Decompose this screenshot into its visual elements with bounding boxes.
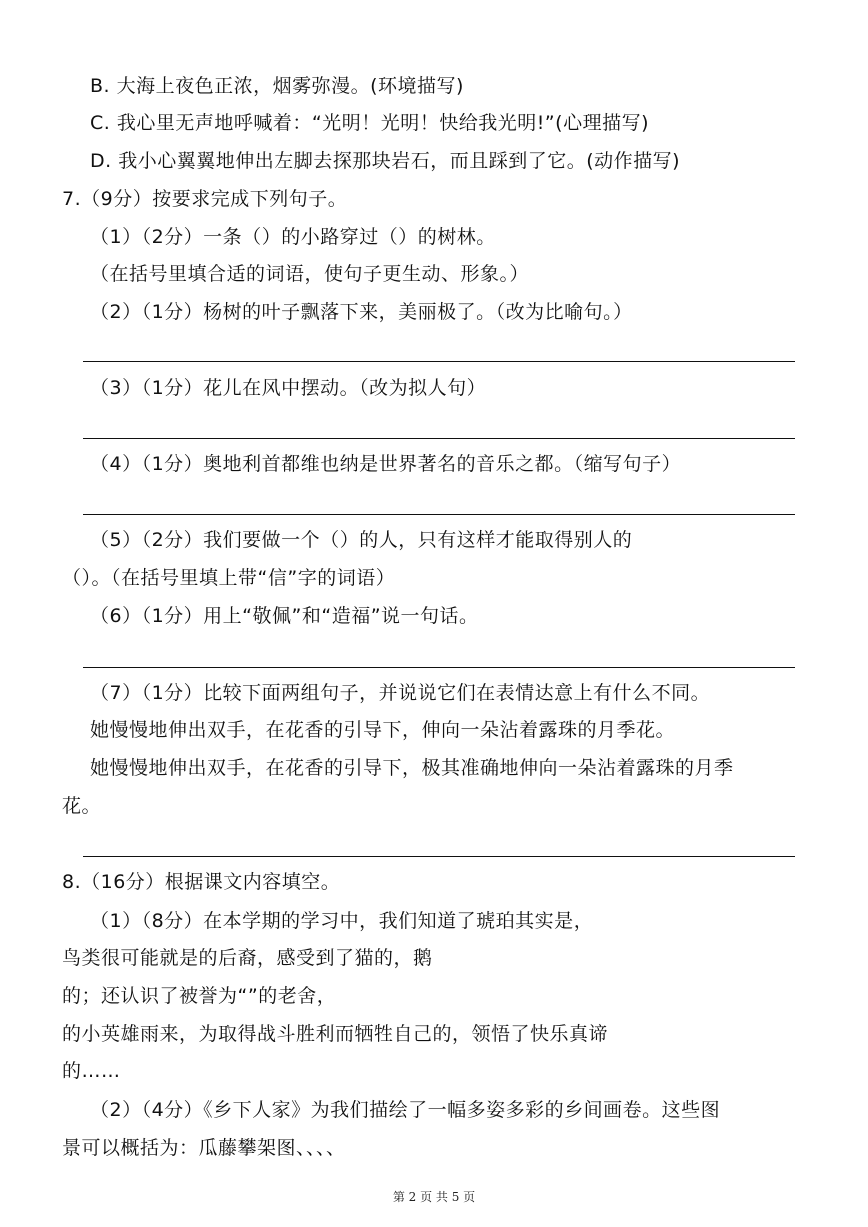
q7-s6: （6）（1分）用上“敬佩”和“造福”说一句话。 xyxy=(90,605,479,627)
q8-p2-line-2: 景可以概括为：瓜藤攀架图、、、、 xyxy=(62,1137,346,1159)
page-footer: 第 2 页 共 5 页 xyxy=(392,1190,476,1204)
q7-s2-answer-line[interactable] xyxy=(83,361,795,362)
q7-s7-sentence-1: 她慢慢地伸出双手，在花香的引导下，伸向一朵沾着露珠的月季花。 xyxy=(90,719,676,741)
q7-s6-answer-line[interactable] xyxy=(83,667,795,668)
q7-s7-sentence-2-cont: 花。 xyxy=(62,795,102,817)
q7-s7: （7）（1分）比较下面两组句子，并说说它们在表情达意上有什么不同。 xyxy=(90,682,711,704)
q8-p1-line-3: 的；还认识了被誉为“”的老舍， xyxy=(62,985,337,1007)
q8-p1-line-1: （1）（8分）在本学期的学习中，我们知道了琥珀其实是， xyxy=(90,910,594,932)
q8-p1-line-2: 鸟类很可能就是的后裔，感受到了猫的，鹅 xyxy=(62,947,433,969)
option-d: D. 我小心翼翼地伸出左脚去探那块岩石，而且踩到了它。(动作描写) xyxy=(90,150,681,172)
q7-title: 7.（9分）按要求完成下列句子。 xyxy=(62,188,348,210)
q7-s5-cont: （）。（在括号里填上带“信”字的词语） xyxy=(62,567,396,589)
q7-s1: （1）（2分）一条（）的小路穿过（）的树林。 xyxy=(90,226,496,248)
q8-p1-line-5: 的…… xyxy=(62,1060,121,1082)
q7-s1-note: （在括号里填合适的词语，使句子更生动、形象。） xyxy=(90,263,530,285)
option-c: C. 我心里无声地呼喊着：“光明！光明！快给我光明!”(心理描写) xyxy=(90,112,649,134)
q7-s7-answer-line[interactable] xyxy=(83,856,795,857)
q8-p2-line-1: （2）（4分）《乡下人家》为我们描绘了一幅多姿多彩的乡间画卷。这些图 xyxy=(90,1099,721,1121)
q7-s3: （3）（1分）花儿在风中摆动。（改为拟人句） xyxy=(90,377,487,399)
q7-s7-sentence-2: 她慢慢地伸出双手，在花香的引导下，极其准确地伸向一朵沾着露珠的月季 xyxy=(90,757,734,779)
q8-p1-line-4: 的小英雄雨来，为取得战斗胜利而牺牲自己的，领悟了快乐真谛 xyxy=(62,1023,609,1045)
option-b: B. 大海上夜色正浓，烟雾弥漫。(环境描写) xyxy=(90,75,464,97)
q7-s3-answer-line[interactable] xyxy=(83,438,795,439)
q7-s4: （4）（1分）奥地利首都维也纳是世界著名的音乐之都。（缩写句子） xyxy=(90,453,682,475)
q7-s5: （5）（2分）我们要做一个（）的人，只有这样才能取得别人的 xyxy=(90,529,633,551)
q7-s4-answer-line[interactable] xyxy=(83,514,795,515)
q8-title: 8.（16分）根据课文内容填空。 xyxy=(62,871,341,893)
q7-s2: （2）（1分）杨树的叶子飘落下来，美丽极了。（改为比喻句。） xyxy=(90,301,633,323)
